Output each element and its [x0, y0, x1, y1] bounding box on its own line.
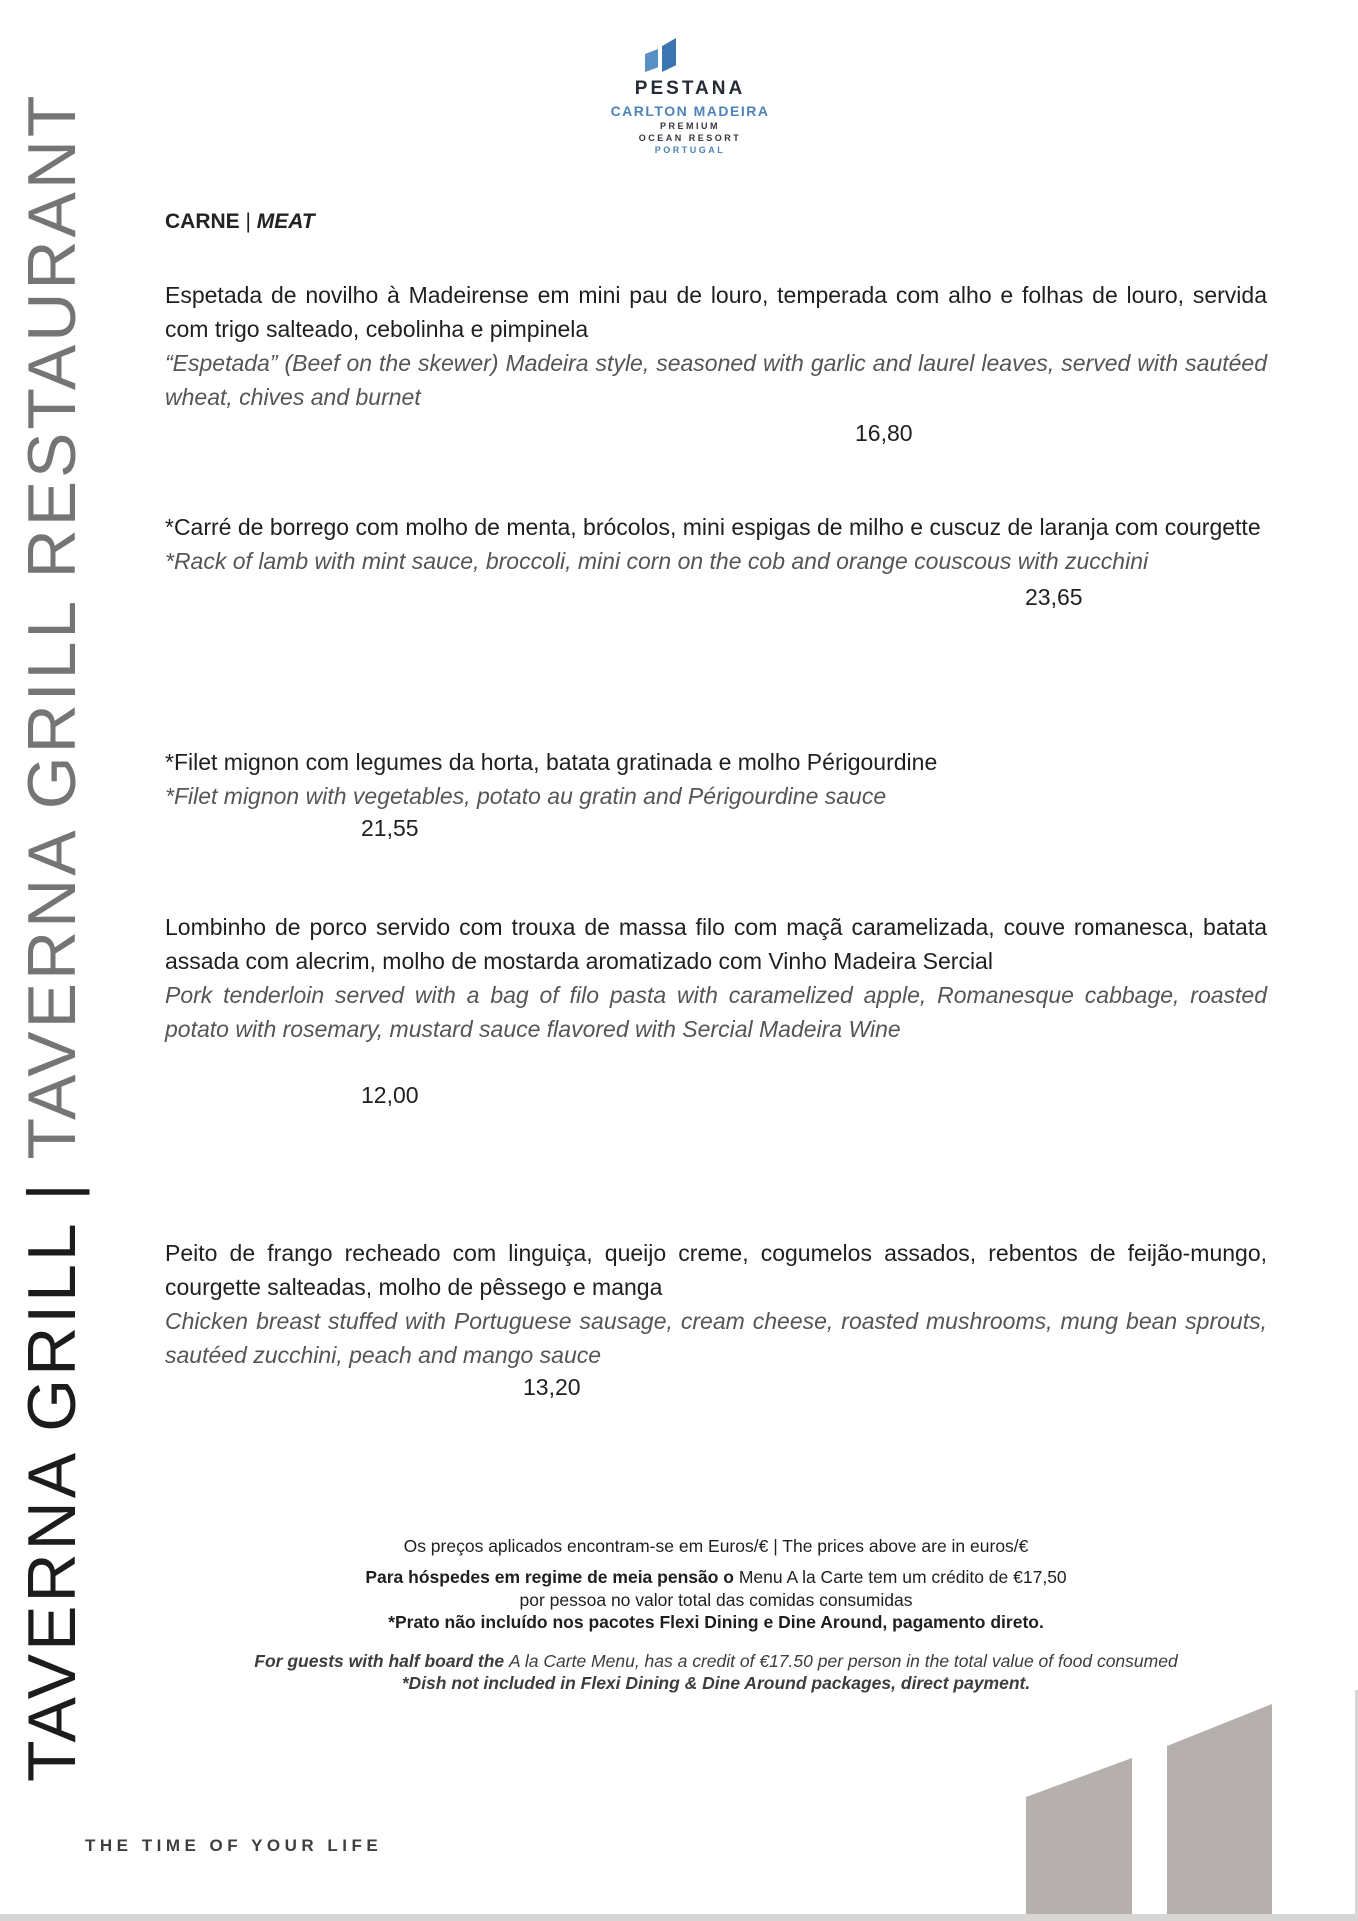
- section-title-pt: CARNE: [165, 210, 240, 233]
- menu-item-espetada: [165, 278, 1267, 447]
- vertical-title-separator: |: [14, 1159, 90, 1223]
- item-description-en: Pork tenderloin served with a bag of filo pasta with caramelized apple, Romanesque cabbage, roasted potato with rosemary, mustard sauce flavored with Sercial Madeira Wine: [165, 982, 1267, 1042]
- flexi-dining-note-pt: *Prato não incluído nos pacotes Flexi Dining e Dine Around, pagamento direto.: [388, 1612, 1044, 1632]
- logo-type-label: OCEAN RESORT: [638, 133, 742, 143]
- section-title-separator: |: [239, 210, 257, 233]
- logo-bar-right-icon: [662, 38, 676, 72]
- menu-item-pork-tenderloin: [165, 910, 1267, 1109]
- logo-bar-left-icon: [645, 49, 658, 72]
- item-description-en: *Rack of lamb with mint sauce, broccoli, mini corn on the cob and orange couscous with zucchini: [165, 548, 1149, 574]
- half-board-note-pt-bold: Para hóspedes em regime de meia pensão o: [365, 1567, 739, 1587]
- half-board-note-pt-rest: Menu A la Carte tem um crédito de €17,50: [738, 1567, 1067, 1587]
- logo-tier-label: PREMIUM: [660, 121, 720, 131]
- logo-brand-name: PESTANA: [634, 78, 746, 99]
- half-board-note-pt-line2: por pessoa no valor total das comidas consumidas: [519, 1589, 913, 1610]
- half-board-note-en-bold: For guests with half board the: [254, 1650, 510, 1671]
- menu-item-filet-mignon: [165, 745, 1267, 842]
- watermark-bar-right-icon: [1167, 1704, 1272, 1914]
- item-description-pt: Peito de frango recheado com linguiça, queijo creme, cogumelos assados, rebentos de feijão-mungo, courgette salteadas, molho de pêssego e manga: [165, 1240, 1267, 1300]
- section-heading: [165, 210, 1267, 234]
- item-price: 21,55: [361, 815, 419, 841]
- item-description-en: Chicken breast stuffed with Portuguese sausage, cream cheese, roasted mushrooms, mung bean sprouts, sautéed zucchini, peach and mango sauce: [165, 1308, 1267, 1368]
- logo-property-name: CARLTON MADEIRA: [610, 103, 770, 119]
- item-description-en: “Espetada” (Beef on the skewer) Madeira style, seasoned with garlic and laurel leaves, served with sautéed wheat, chives and burnet: [165, 350, 1267, 410]
- hotel-logo: [560, 36, 820, 155]
- brand-tagline: THE TIME OF YOUR LIFE: [85, 1836, 383, 1855]
- half-board-note-en: [165, 1650, 1267, 1672]
- item-description-pt: Espetada de novilho à Madeirense em mini pau de louro, temperada com alho e folhas de louro, servida com trigo salteado, cebolinha e pimpinela: [165, 282, 1267, 342]
- item-price: 16,80: [855, 420, 913, 446]
- item-description-pt: *Carré de borrego com molho de menta, brócolos, mini espigas de milho e cuscuz de laranja com courgette: [165, 514, 1261, 540]
- item-price: 12,00: [361, 1082, 419, 1108]
- footer-notes: [165, 1536, 1267, 1694]
- pestana-logo-icon: [560, 36, 820, 74]
- currency-note: Os preços aplicados encontram-se em Euros/€ | The prices above are in euros/€: [403, 1536, 1029, 1556]
- item-description-pt: *Filet mignon com legumes da horta, batata gratinada e molho Périgourdine: [165, 749, 938, 775]
- logo-country-label: PORTUGAL: [654, 145, 726, 155]
- flexi-dining-note-en: *Dish not included in Flexi Dining & Dine Around packages, direct payment.: [401, 1672, 1031, 1693]
- vertical-title-secondary: TAVERNA GRILL RESTAURANT: [14, 92, 90, 1160]
- page-bottom-edge: [0, 1914, 1358, 1921]
- watermark-bar-left-icon: [1026, 1758, 1132, 1914]
- vertical-restaurant-title: [14, 92, 90, 1782]
- item-price: 13,20: [523, 1374, 581, 1400]
- item-price: 23,65: [1025, 584, 1083, 610]
- menu-item-rack-of-lamb: [165, 510, 1267, 611]
- item-description-en: *Filet mignon with vegetables, potato au gratin and Périgourdine sauce: [165, 783, 887, 809]
- half-board-note-pt: [165, 1566, 1267, 1589]
- menu-item-chicken-breast: [165, 1236, 1267, 1401]
- section-title-en: MEAT: [256, 210, 315, 233]
- item-description-pt: Lombinho de porco servido com trouxa de massa filo com maçã caramelizada, couve romanesca, batata assada com alecrim, molho de mostarda aromatizado com Vinho Madeira Sercial: [165, 914, 1267, 974]
- half-board-note-en-rest: A la Carte Menu, has a credit of €17.50 per person in the total value of food consumed: [509, 1650, 1178, 1671]
- vertical-title-primary: TAVERNA GRILL: [14, 1222, 90, 1782]
